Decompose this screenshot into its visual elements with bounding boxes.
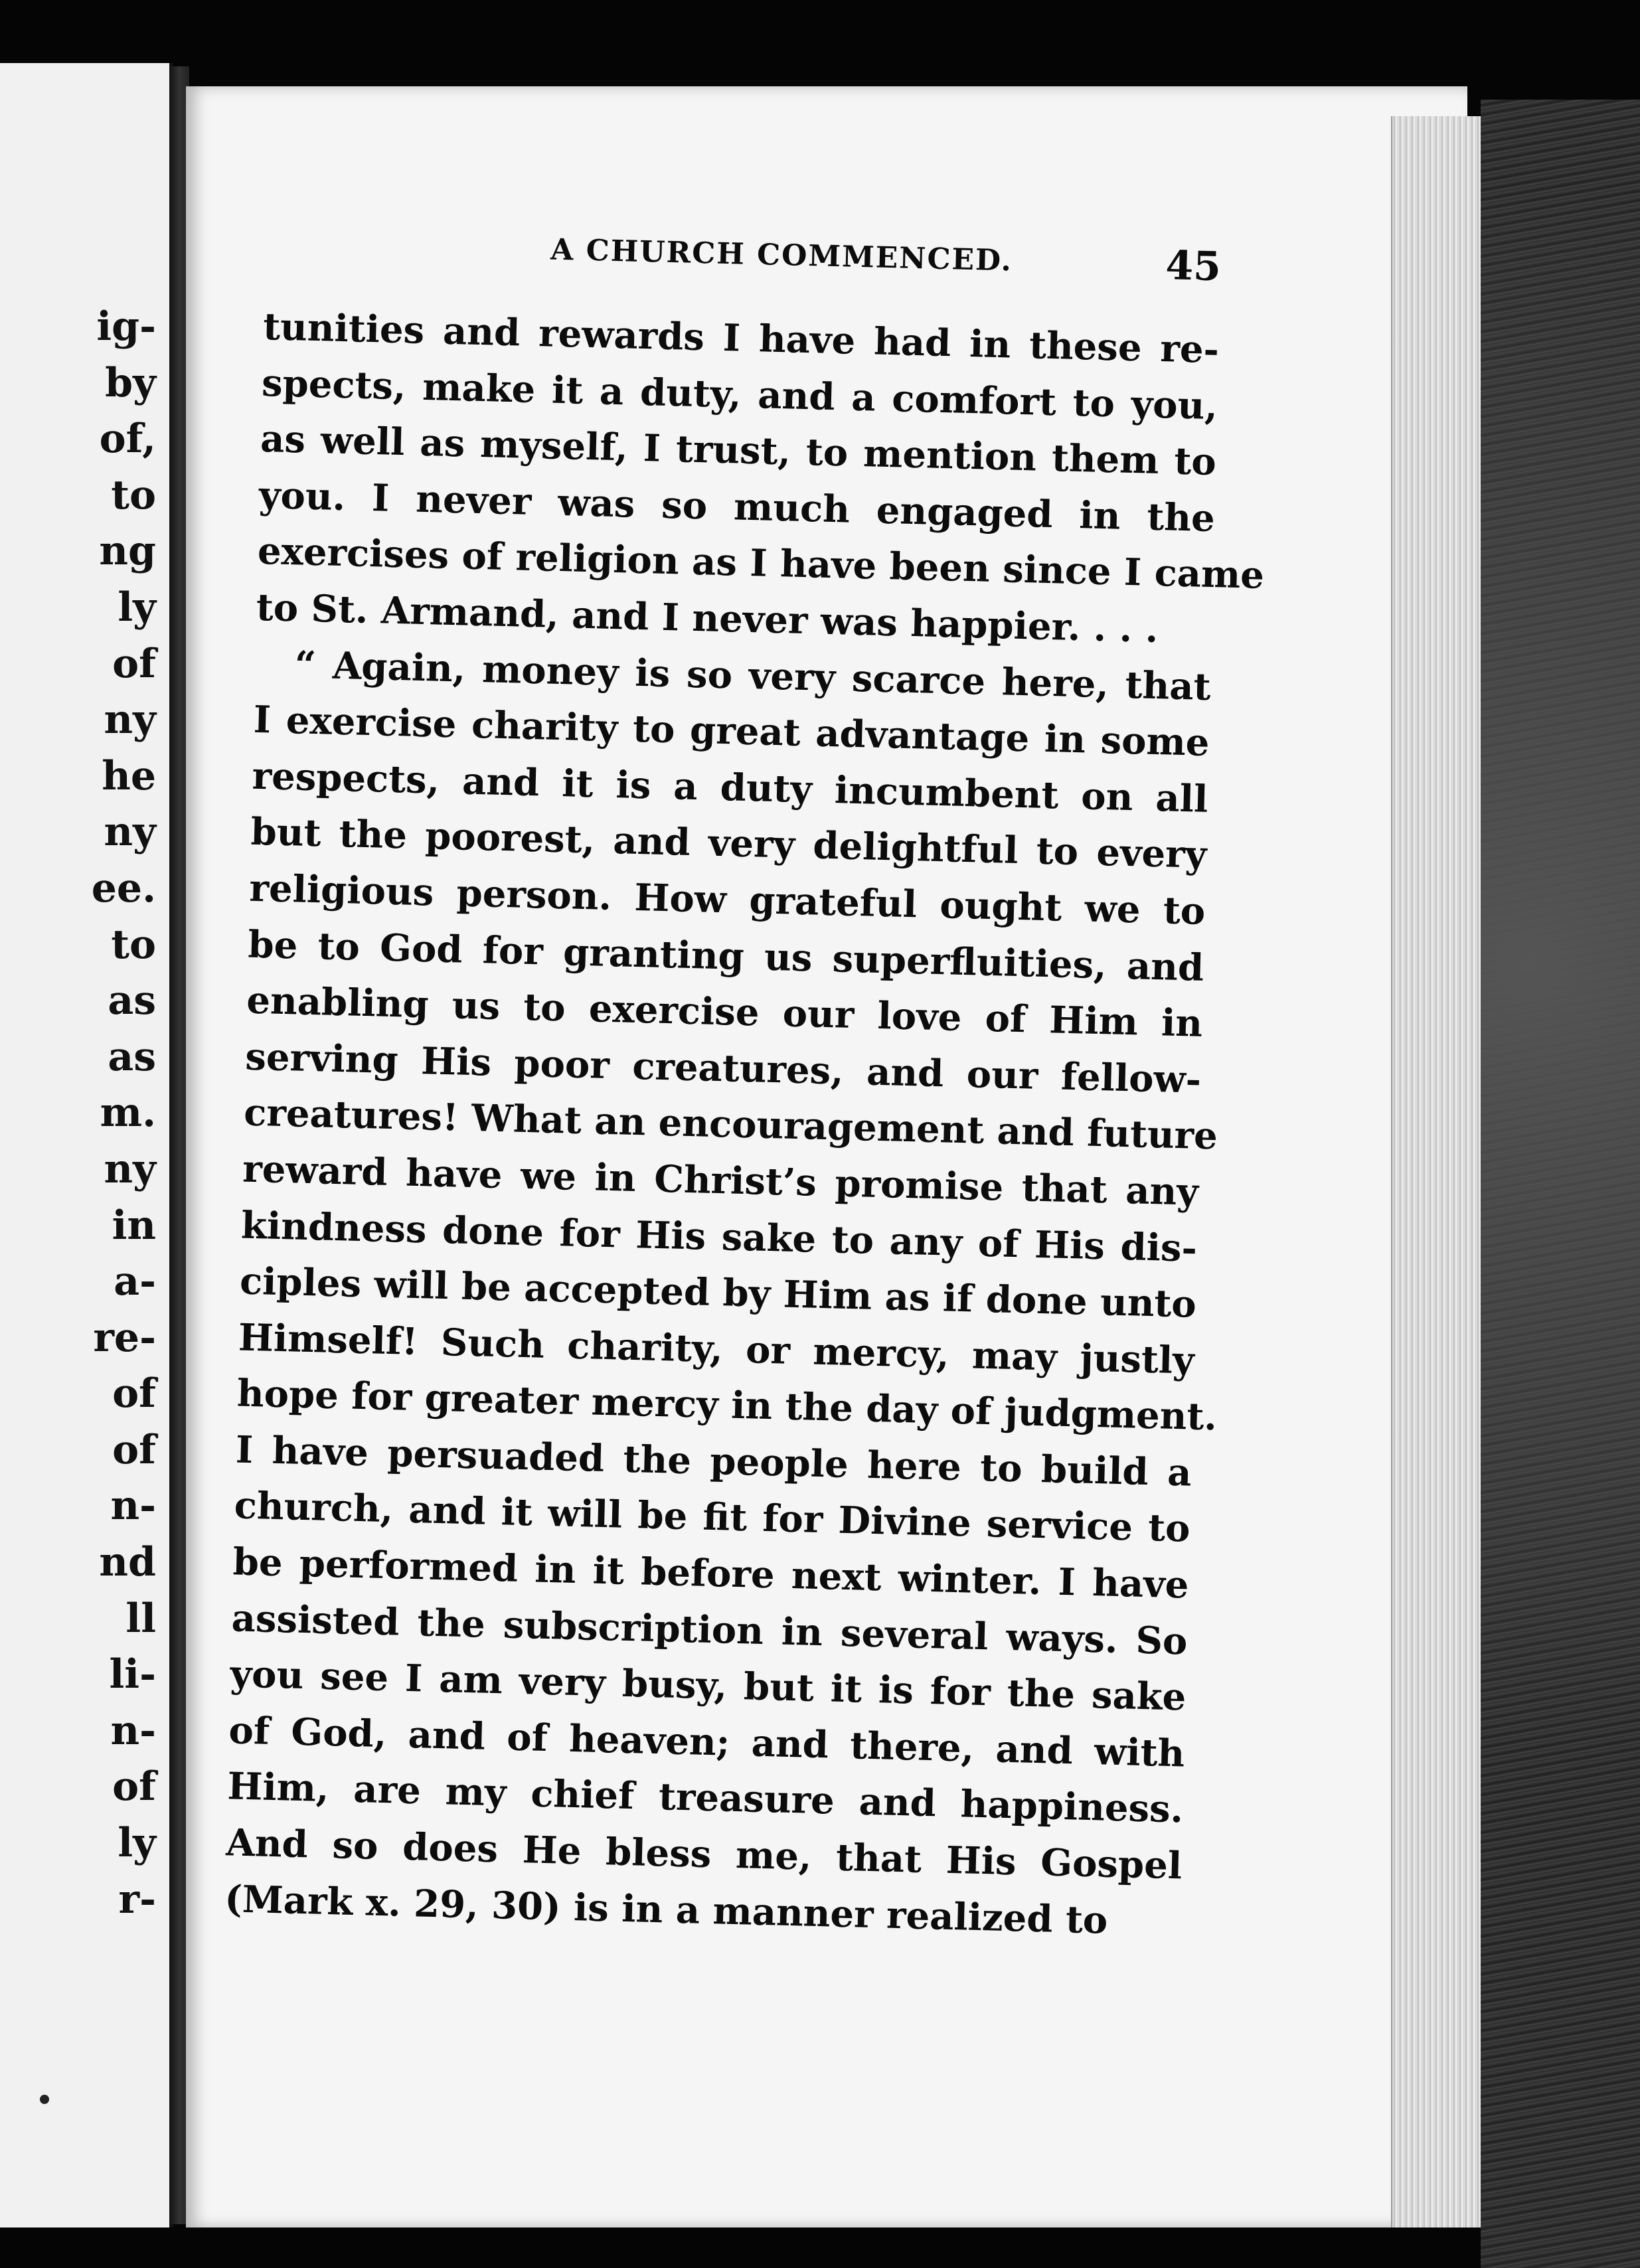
left-fragment: ly: [118, 584, 156, 631]
text-line: kindness done for His sake to any of His dis-: [240, 1203, 1198, 1271]
text-line: (Mark x. 29, 30) is in a manner realized to: [224, 1876, 1109, 1943]
text-line: Himself! Such charity, or mercy, may justly: [238, 1315, 1195, 1383]
text-line: church, and it will be fit for Divine service to: [234, 1483, 1191, 1552]
left-fragment: as: [108, 1033, 156, 1080]
page-number: 45: [1165, 242, 1222, 291]
left-fragment: ee.: [91, 864, 156, 912]
left-fragment: ig-: [96, 303, 156, 350]
left-fragment: of: [112, 1763, 156, 1811]
text-line: religious person. How grateful ought we to: [248, 866, 1206, 933]
facing-page-left: [0, 63, 173, 2228]
left-fragment: ny: [104, 809, 156, 856]
text-line: you see I am very busy, but it is for the sake: [229, 1652, 1187, 1720]
ink-dot: [40, 2095, 49, 2104]
text-line: to St. Armand, and I never was happier. . . .: [256, 585, 1159, 651]
book-cover-edge: [1481, 100, 1640, 2268]
left-fragment: li-: [109, 1651, 156, 1698]
text-line: assisted the subscription in several ways. So: [230, 1596, 1189, 1664]
left-fragment: by: [105, 359, 156, 406]
left-fragment: ny: [104, 1145, 156, 1192]
page-text-block: [224, 226, 1265, 1951]
left-fragment: in: [112, 1202, 156, 1249]
text-line: hope for greater mercy in the day of judgment.: [236, 1371, 1218, 1439]
left-fragment: re-: [93, 1314, 156, 1361]
body-text: [224, 299, 1265, 1951]
left-fragment: he: [102, 752, 156, 799]
left-fragment: ny: [104, 696, 156, 744]
text-line: And so does He bless me, that His Gospel: [225, 1821, 1183, 1888]
text-line: exercises of religion as I have been since I came: [257, 529, 1265, 598]
left-fragment: a-: [114, 1258, 156, 1305]
text-line: reward have we in Christ’s promise that any: [242, 1147, 1199, 1214]
text-line: ciples will be accepted by Him as if done unto: [239, 1259, 1197, 1327]
left-fragment: ng: [99, 528, 156, 575]
text-line: Him, are my chief treasure and happiness.: [226, 1764, 1184, 1832]
text-line: be performed in it before next winter. I have: [232, 1540, 1190, 1607]
text-line: enabling us to exercise our love of Him in: [246, 978, 1203, 1046]
text-line: you. I never was so much engaged in the: [258, 473, 1216, 540]
running-head-title: A CHURCH COMMENCED.: [550, 232, 1013, 278]
left-fragment: ly: [118, 1820, 156, 1867]
text-line: of God, and of heaven; and there, and with: [228, 1708, 1185, 1776]
left-fragment: of: [112, 640, 156, 687]
text-line: “ Again, money is so very scarce here, that: [294, 642, 1212, 709]
left-fragment: n-: [110, 1483, 156, 1530]
text-line: be to God for granting us superfluities, and: [247, 922, 1204, 990]
left-fragment: of: [112, 1426, 156, 1473]
text-line: spects, make it a duty, and a comfort to you,: [261, 361, 1218, 428]
left-page-text-fragments: [92, 299, 156, 1927]
text-line: but the poorest, and very delightful to every: [250, 810, 1208, 878]
left-fragment: to: [111, 921, 156, 968]
left-fragment: to: [111, 471, 156, 519]
left-fragment: r-: [118, 1876, 156, 1923]
page-edges: [1391, 116, 1487, 2228]
left-fragment: n-: [110, 1707, 156, 1754]
text-line: I have persuaded the people here to build a: [235, 1427, 1192, 1495]
left-fragment: of: [112, 1370, 156, 1418]
left-fragment: m.: [100, 1090, 156, 1137]
left-fragment: ll: [125, 1595, 156, 1642]
left-fragment: of,: [99, 416, 156, 463]
text-line: I exercise charity to great advantage in some: [253, 697, 1210, 766]
text-line: creatures! What an encouragement and future: [243, 1090, 1218, 1159]
text-line: as well as myself, I trust, to mention them to: [260, 417, 1217, 485]
text-line: tunities and rewards I have had in these re-: [262, 304, 1220, 372]
text-line: serving His poor creatures, and our fellow-: [244, 1034, 1202, 1102]
left-fragment: as: [108, 977, 156, 1024]
left-fragment: nd: [99, 1539, 156, 1586]
text-line: respects, and it is a duty incumbent on all: [251, 754, 1209, 821]
